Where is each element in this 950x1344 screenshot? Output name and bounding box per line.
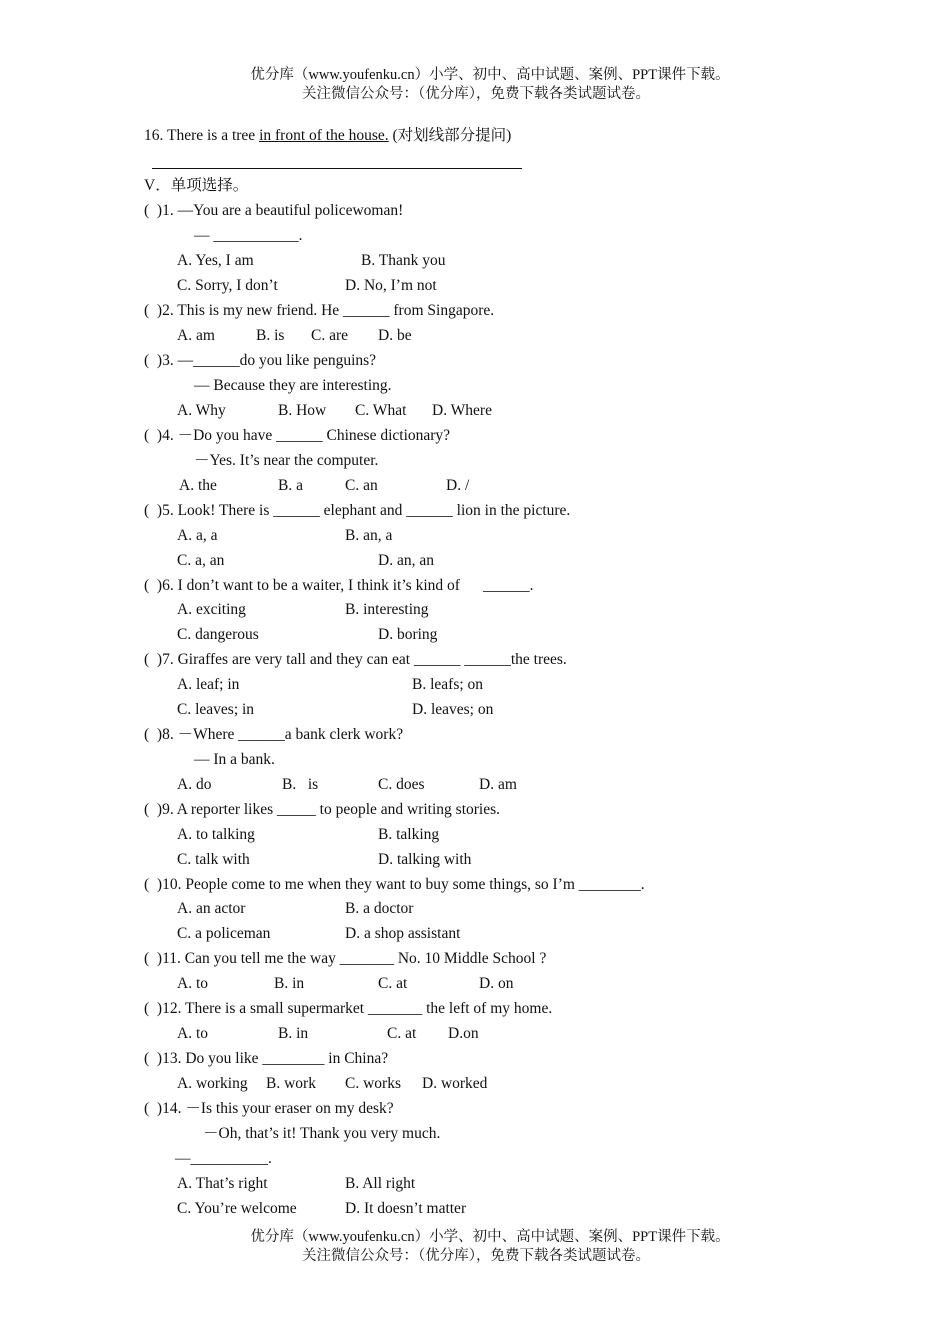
section-title: V．单项选择。	[144, 177, 249, 194]
option-b: B. is	[256, 327, 285, 344]
header-line-1: 优分库（www.youfenku.cn）小学、初中、高中试题、案例、PPT课件下载。	[250, 67, 730, 83]
option-b: B. work	[266, 1075, 316, 1092]
option-d: D. /	[446, 477, 470, 494]
option-b: B. All right	[345, 1175, 416, 1192]
answer-line	[152, 168, 522, 169]
question-dialogue-line: — Because they are interesting.	[194, 377, 392, 394]
option-c: C. Sorry, I don’t	[177, 277, 278, 294]
option-c: C. You’re welcome	[177, 1200, 297, 1217]
option-a: A. an actor	[177, 900, 246, 917]
option-a: A. exciting	[177, 601, 246, 618]
q16-underlined-phrase: in front of the house.	[259, 127, 389, 144]
question-stem: ( )4. －Do you have ______ Chinese dictionary?	[144, 427, 451, 444]
option-d: D. a shop assistant	[345, 925, 461, 942]
question-stem: ( )2. This is my new friend. He ______ from Singapore.	[144, 302, 495, 319]
option-d: D. on	[479, 975, 514, 992]
option-c: C. at	[378, 975, 408, 992]
option-d: D. am	[479, 776, 517, 793]
option-b: B. talking	[378, 826, 440, 843]
question-stem: ( )11. Can you tell me the way _______ No. 10 Middle School ?	[144, 950, 547, 967]
option-c: C. What	[355, 402, 407, 419]
option-a: A. to	[177, 1025, 208, 1042]
option-b: B. How	[278, 402, 327, 419]
option-c: C. leaves; in	[177, 701, 255, 718]
option-a: A. a, a	[177, 527, 218, 544]
option-d: D.on	[448, 1025, 479, 1042]
question-stem: ( )14. －Is this your eraser on my desk?	[144, 1100, 394, 1117]
option-b: B. leafs; on	[412, 676, 484, 693]
page-footer	[0, 1228, 950, 1266]
footer-line-1: 优分库（www.youfenku.cn）小学、初中、高中试题、案例、PPT课件下载。	[250, 1229, 730, 1245]
option-b: B. an, a	[345, 527, 393, 544]
option-a: A. to talking	[177, 826, 255, 843]
option-b: B. a doctor	[345, 900, 414, 917]
option-b: B. a	[278, 477, 303, 494]
option-a: A. That’s right	[177, 1175, 268, 1192]
question-dialogue-line: — ___________.	[194, 227, 303, 244]
option-a: A. the	[179, 477, 217, 494]
question-stem: ( )9. A reporter likes _____ to people and writing stories.	[144, 801, 501, 818]
option-b: B. Thank you	[361, 252, 446, 269]
option-b: B. in	[274, 975, 305, 992]
q16-suffix: (对划线部分提问)	[388, 127, 512, 144]
question-dialogue-line: －Yes. It’s near the computer.	[194, 452, 379, 469]
option-a: A. working	[177, 1075, 248, 1092]
question-16	[144, 126, 511, 146]
option-a: A. Yes, I am	[177, 252, 254, 269]
question-stem: ( )3. —______do you like penguins?	[144, 352, 377, 369]
page-header-top	[0, 66, 950, 104]
question-stem: ( )6. I don’t want to be a waiter, I think it’s kind of ______.	[144, 577, 534, 594]
question-dialogue-line: －Oh, that’s it! Thank you very much.	[203, 1125, 441, 1142]
option-c: C. a, an	[177, 552, 225, 569]
footer-line-2: 关注微信公众号：（优分库），免费下载各类试题试卷。	[302, 1248, 650, 1264]
option-d: D. worked	[422, 1075, 488, 1092]
option-a: A. leaf; in	[177, 676, 240, 693]
question-stem: ( )8. －Where ______a bank clerk work?	[144, 726, 404, 743]
option-b: B. interesting	[345, 601, 429, 618]
header-line-2: 关注微信公众号：（优分库），免费下载各类试题试卷。	[302, 86, 650, 102]
option-c: C. at	[387, 1025, 417, 1042]
option-b: B. is	[282, 776, 319, 793]
question-stem: ( )7. Giraffes are very tall and they can eat ______ ______the trees.	[144, 651, 567, 668]
option-d: D. be	[378, 327, 412, 344]
option-c: C. dangerous	[177, 626, 259, 643]
option-d: D. talking with	[378, 851, 472, 868]
option-c: C. a policeman	[177, 925, 271, 942]
option-d: D. leaves; on	[412, 701, 494, 718]
question-stem: ( )10. People come to me when they want to buy some things, so I’m ________.	[144, 876, 645, 893]
option-d: D. It doesn’t matter	[345, 1200, 467, 1217]
option-d: D. boring	[378, 626, 438, 643]
option-c: C. an	[345, 477, 378, 494]
option-b: B. in	[278, 1025, 309, 1042]
question-stem: ( )5. Look! There is ______ elephant and ______ lion in the picture.	[144, 502, 571, 519]
option-a: A. Why	[177, 402, 226, 419]
option-a: A. do	[177, 776, 212, 793]
option-c: C. talk with	[177, 851, 250, 868]
option-c: C. works	[345, 1075, 401, 1092]
question-stem: ( )12. There is a small supermarket _______ the left of my home.	[144, 1000, 553, 1017]
option-c: C. does	[378, 776, 425, 793]
option-a: A. am	[177, 327, 215, 344]
question-dialogue-line: — In a bank.	[194, 751, 275, 768]
q16-prefix: 16. There is a tree	[144, 127, 260, 144]
question-dialogue-line: —__________.	[175, 1150, 272, 1167]
option-c: C. are	[311, 327, 349, 344]
question-stem: ( )13. Do you like ________ in China?	[144, 1050, 389, 1067]
option-d: D. No, I’m not	[345, 277, 437, 294]
option-d: D. Where	[432, 402, 492, 419]
option-d: D. an, an	[378, 552, 434, 569]
question-stem: ( )1. —You are a beautiful policewoman!	[144, 202, 404, 219]
option-a: A. to	[177, 975, 208, 992]
